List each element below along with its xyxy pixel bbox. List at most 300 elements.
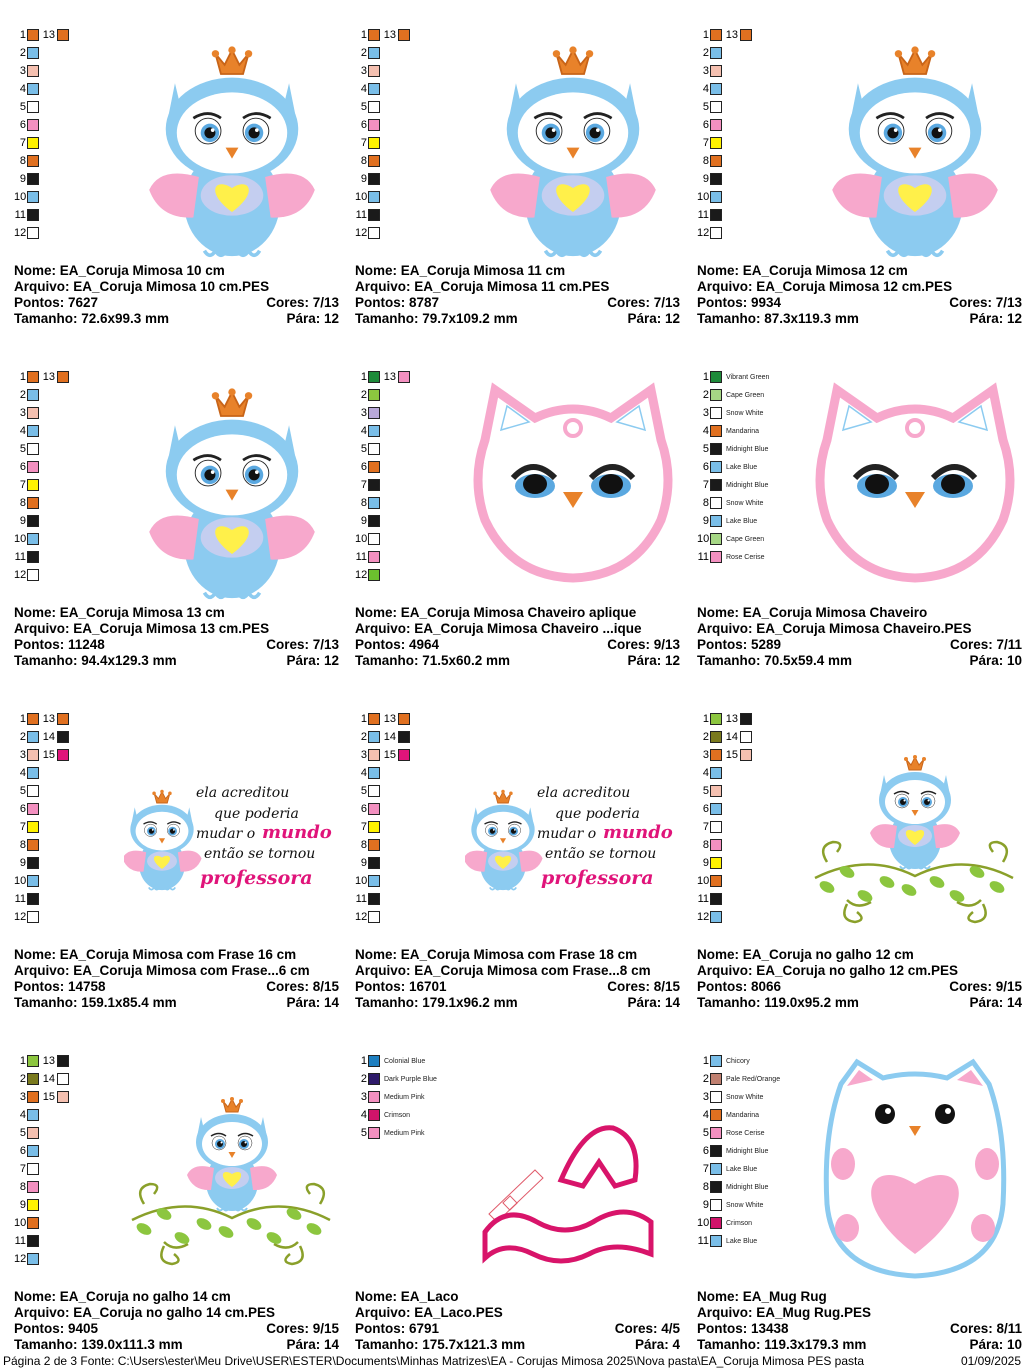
design-colors: Cores: 9/15 <box>949 979 1022 994</box>
color-swatch <box>368 1091 380 1103</box>
phrase-line-5: professora <box>200 867 313 889</box>
legend-number: 6 <box>702 1145 709 1157</box>
design-card <box>697 1054 1024 1370</box>
color-swatch <box>27 83 39 95</box>
legend-number: 4 <box>702 83 709 95</box>
legend-row <box>355 910 380 924</box>
legend-number: 3 <box>19 749 26 761</box>
legend-row <box>697 748 752 762</box>
color-swatch <box>710 1091 722 1103</box>
legend-number: 5 <box>360 101 367 113</box>
legend-row <box>355 460 380 474</box>
thread-color-name: Medium Pink <box>384 1129 425 1137</box>
legend-number: 10 <box>14 533 27 545</box>
design-file: Arquivo: EA_Coruja Mimosa Chaveiro.PES <box>697 621 972 636</box>
design-file: Arquivo: EA_Coruja Mimosa Chaveiro ...ique <box>355 621 642 636</box>
color-swatch <box>710 173 722 185</box>
color-swatch <box>27 785 39 797</box>
legend-row <box>14 388 39 402</box>
color-swatch <box>710 227 722 239</box>
design-name: Nome: EA_Coruja no galho 12 cm <box>697 947 914 962</box>
color-swatch-secondary <box>57 731 69 743</box>
legend-number: 9 <box>19 515 26 527</box>
legend-number: 1 <box>360 1055 367 1067</box>
design-card <box>355 712 685 1042</box>
legend-row <box>355 730 410 744</box>
legend-number: 12 <box>355 911 368 923</box>
legend-row <box>355 1108 410 1122</box>
legend-number-secondary: 13 <box>725 713 738 725</box>
legend-number: 2 <box>360 47 367 59</box>
legend-row <box>697 100 722 114</box>
legend-row <box>14 100 39 114</box>
legend-number: 6 <box>702 803 709 815</box>
color-swatch <box>27 1073 39 1085</box>
legend-number: 12 <box>355 569 368 581</box>
embroidery-preview <box>465 28 680 263</box>
design-points: Pontos: 13438 <box>697 1321 789 1336</box>
color-swatch <box>27 119 39 131</box>
design-card <box>697 712 1024 1042</box>
design-size: Tamanho: 94.4x129.3 mm <box>14 653 177 668</box>
legend-row <box>697 172 722 186</box>
design-info <box>14 1289 339 1353</box>
color-swatch <box>710 803 722 815</box>
thread-color-name: Lake Blue <box>726 1165 758 1173</box>
color-swatch <box>368 65 380 77</box>
thread-color-name: Midnight Blue <box>726 1183 769 1191</box>
design-name: Nome: EA_Coruja Mimosa Chaveiro aplique <box>355 605 637 620</box>
legend-number: 3 <box>19 407 26 419</box>
legend-row <box>355 532 380 546</box>
legend-row <box>355 766 380 780</box>
color-swatch <box>710 911 722 923</box>
design-points: Pontos: 9405 <box>14 1321 99 1336</box>
embroidery-preview <box>124 712 339 947</box>
legend-row <box>697 190 722 204</box>
legend-number: 4 <box>19 1109 26 1121</box>
legend-row <box>14 460 39 474</box>
design-name: Nome: EA_Coruja Mimosa Chaveiro <box>697 605 928 620</box>
color-swatch-secondary <box>740 713 752 725</box>
legend-row <box>697 802 722 816</box>
legend-number: 5 <box>360 443 367 455</box>
legend-row <box>355 1126 424 1140</box>
legend-number: 9 <box>19 1199 26 1211</box>
design-info <box>14 263 339 327</box>
color-swatch <box>27 1163 39 1175</box>
phrase-line-1: ela acreditou <box>196 785 290 801</box>
legend-number: 11 <box>14 551 26 563</box>
phrase-line-4: então se tornou <box>204 846 316 862</box>
legend-number: 7 <box>19 137 26 149</box>
legend-number: 3 <box>360 407 367 419</box>
legend-row <box>14 856 39 870</box>
color-swatch <box>27 191 39 203</box>
thread-color-name: Snow White <box>726 1201 764 1209</box>
legend-row <box>697 1126 765 1140</box>
legend-row <box>697 910 722 924</box>
owl-face-keychain <box>478 390 668 578</box>
legend-row <box>697 1090 763 1104</box>
color-swatch <box>368 389 380 401</box>
color-swatch-secondary <box>57 371 69 383</box>
color-swatch <box>27 1181 39 1193</box>
color-swatch <box>368 803 380 815</box>
legend-number: 7 <box>702 821 709 833</box>
legend-number: 4 <box>360 1109 367 1121</box>
thread-color-name: Mandarina <box>726 427 760 435</box>
legend-number: 1 <box>19 713 26 725</box>
design-points: Pontos: 8066 <box>697 979 782 994</box>
legend-number: 11 <box>14 893 26 905</box>
legend-number-secondary: 15 <box>42 1091 55 1103</box>
design-stops: Pára: 14 <box>969 995 1022 1010</box>
design-stops: Pára: 12 <box>286 653 339 668</box>
legend-row <box>355 820 380 834</box>
legend-number: 5 <box>19 101 26 113</box>
color-swatch <box>27 47 39 59</box>
thread-color-name: Rose Cerise <box>726 553 765 561</box>
color-swatch <box>27 1235 39 1247</box>
legend-number: 4 <box>19 425 26 437</box>
legend-number: 10 <box>697 875 710 887</box>
design-colors: Cores: 7/13 <box>949 295 1022 310</box>
legend-row <box>697 64 722 78</box>
design-file: Arquivo: EA_Coruja Mimosa 11 cm.PES <box>355 279 610 294</box>
design-card <box>355 28 685 358</box>
design-info <box>355 1289 680 1353</box>
thread-color-name: Dark Purple Blue <box>384 1075 437 1083</box>
legend-number: 6 <box>19 119 26 131</box>
legend-number-secondary: 13 <box>42 713 55 725</box>
color-swatch <box>27 1253 39 1265</box>
color-swatch <box>27 461 39 473</box>
design-points: Pontos: 7627 <box>14 295 99 310</box>
legend-number: 10 <box>697 191 710 203</box>
legend-row <box>14 1090 69 1104</box>
legend-row <box>697 478 768 492</box>
color-swatch-secondary <box>398 713 410 725</box>
color-swatch <box>27 767 39 779</box>
legend-number: 9 <box>702 173 709 185</box>
color-swatch <box>710 749 722 761</box>
thread-color-name: Midnight Blue <box>726 481 769 489</box>
legend-number: 7 <box>702 479 709 491</box>
embroidery-preview <box>807 712 1022 947</box>
design-size: Tamanho: 70.5x59.4 mm <box>697 653 853 668</box>
legend-row <box>355 154 380 168</box>
color-swatch <box>368 209 380 221</box>
design-size: Tamanho: 179.1x96.2 mm <box>355 995 518 1010</box>
color-swatch <box>27 857 39 869</box>
legend-number: 10 <box>697 1217 710 1229</box>
legend-row <box>355 28 410 42</box>
color-swatch-secondary <box>398 29 410 41</box>
design-file: Arquivo: EA_Laco.PES <box>355 1305 503 1320</box>
legend-number: 7 <box>19 479 26 491</box>
legend-number: 5 <box>702 785 709 797</box>
design-name: Nome: EA_Coruja Mimosa com Frase 18 cm <box>355 947 638 962</box>
legend-number: 8 <box>360 497 367 509</box>
design-info <box>697 1289 1022 1353</box>
color-swatch <box>710 119 722 131</box>
color-swatch <box>710 1073 722 1085</box>
legend-number: 11 <box>697 551 709 563</box>
color-swatch <box>27 731 39 743</box>
thread-color-name: Mandarina <box>726 1111 760 1119</box>
legend-row <box>14 208 39 222</box>
thread-color-name: Snow White <box>726 409 764 417</box>
legend-row <box>355 406 380 420</box>
design-points: Pontos: 11248 <box>14 637 105 652</box>
color-swatch <box>710 371 722 383</box>
owl-figure <box>149 388 315 598</box>
thread-color-name: Cape Green <box>726 535 765 543</box>
design-name: Nome: EA_Coruja Mimosa 10 cm <box>14 263 225 278</box>
footer-source-text: Página 2 de 3 Fonte: C:\Users\ester\Meu Drive\USER\ESTER\Documents\Minhas Matrizes\EA - Corujas Mimosa 2025\Nova pasta\EA_Coruja Mimosa PES pasta <box>3 1354 865 1368</box>
color-swatch <box>27 155 39 167</box>
color-swatch <box>368 1109 380 1121</box>
embroidery-preview <box>807 28 1022 263</box>
design-stops: Pára: 14 <box>286 1337 339 1352</box>
legend-number: 2 <box>19 1073 26 1085</box>
color-swatch <box>27 65 39 77</box>
color-swatch-secondary <box>398 749 410 761</box>
color-swatch <box>27 839 39 851</box>
legend-row <box>355 1054 425 1068</box>
legend-row <box>697 874 722 888</box>
color-swatch <box>368 569 380 581</box>
legend-number: 5 <box>19 443 26 455</box>
legend-number: 4 <box>702 1109 709 1121</box>
design-card <box>14 28 344 358</box>
legend-number: 11 <box>14 1235 26 1247</box>
color-swatch <box>368 785 380 797</box>
legend-number: 6 <box>702 461 709 473</box>
color-swatch <box>27 479 39 491</box>
color-swatch <box>368 497 380 509</box>
embroidery-preview <box>124 28 339 263</box>
legend-number: 8 <box>19 497 26 509</box>
design-file: Arquivo: EA_Coruja Mimosa 12 cm.PES <box>697 279 953 294</box>
legend-number: 3 <box>702 407 709 419</box>
legend-row <box>697 892 722 906</box>
design-info <box>697 605 1022 669</box>
color-swatch <box>368 713 380 725</box>
design-name: Nome: EA_Coruja Mimosa 13 cm <box>14 605 225 620</box>
owl-figure <box>149 46 315 256</box>
color-swatch <box>710 1181 722 1193</box>
legend-number: 1 <box>702 1055 709 1067</box>
color-swatch <box>710 785 722 797</box>
legend-number: 2 <box>702 731 709 743</box>
legend-row <box>14 820 39 834</box>
legend-row <box>355 370 410 384</box>
thread-color-name: Colonial Blue <box>384 1057 426 1065</box>
legend-row <box>697 82 722 96</box>
thread-color-name: Medium Pink <box>384 1093 425 1101</box>
color-swatch <box>368 461 380 473</box>
design-card <box>697 28 1024 358</box>
legend-number: 7 <box>360 821 367 833</box>
color-swatch <box>368 443 380 455</box>
legend-number: 7 <box>702 1163 709 1175</box>
legend-number: 9 <box>19 173 26 185</box>
thread-color-name: Midnight Blue <box>726 445 769 453</box>
color-swatch <box>27 533 39 545</box>
legend-row <box>355 784 380 798</box>
legend-row <box>355 208 380 222</box>
color-swatch <box>710 533 722 545</box>
legend-number: 4 <box>702 767 709 779</box>
color-swatch <box>27 515 39 527</box>
legend-number: 10 <box>355 191 368 203</box>
legend-number: 8 <box>19 839 26 851</box>
legend-number-secondary: 13 <box>383 371 396 383</box>
legend-number: 10 <box>14 875 27 887</box>
design-colors: Cores: 8/15 <box>607 979 680 994</box>
design-points: Pontos: 4964 <box>355 637 440 652</box>
legend-row <box>14 442 39 456</box>
embroidery-preview <box>807 1054 1022 1289</box>
legend-row <box>355 190 380 204</box>
thread-color-name: Midnight Blue <box>726 1147 769 1155</box>
color-swatch-secondary <box>740 29 752 41</box>
legend-row <box>355 172 380 186</box>
color-swatch <box>27 173 39 185</box>
legend-row <box>14 424 39 438</box>
phrase-text <box>537 785 673 889</box>
color-swatch <box>368 1073 380 1085</box>
design-info <box>697 263 1022 327</box>
legend-row <box>355 442 380 456</box>
legend-number: 8 <box>360 839 367 851</box>
legend-number: 9 <box>702 1199 709 1211</box>
legend-row <box>697 1198 763 1212</box>
color-swatch <box>710 209 722 221</box>
legend-row <box>14 748 69 762</box>
legend-number: 7 <box>19 821 26 833</box>
legend-number: 9 <box>702 515 709 527</box>
color-swatch-secondary <box>57 1055 69 1067</box>
legend-number: 2 <box>702 389 709 401</box>
phrase-line-3b: mundo <box>603 822 673 843</box>
legend-number: 3 <box>702 749 709 761</box>
legend-row <box>14 766 39 780</box>
legend-number-secondary: 13 <box>725 29 738 41</box>
legend-row <box>697 550 765 564</box>
legend-row <box>355 892 380 906</box>
legend-number: 1 <box>19 371 26 383</box>
design-file: Arquivo: EA_Coruja Mimosa com Frase...6 cm <box>14 963 310 978</box>
legend-row <box>355 496 380 510</box>
legend-row <box>697 1054 750 1068</box>
legend-number: 1 <box>360 371 367 383</box>
design-name: Nome: EA_Coruja Mimosa 11 cm <box>355 263 566 278</box>
leaves <box>818 864 1007 905</box>
color-swatch-secondary <box>740 749 752 761</box>
design-colors: Cores: 8/11 <box>949 1321 1022 1336</box>
legend-row <box>14 370 69 384</box>
legend-row <box>14 532 39 546</box>
design-size: Tamanho: 87.3x119.3 mm <box>697 311 859 326</box>
legend-number: 5 <box>19 1127 26 1139</box>
color-swatch <box>27 551 39 563</box>
legend-row <box>355 550 380 564</box>
legend-row <box>697 496 763 510</box>
design-colors: Cores: 8/15 <box>266 979 339 994</box>
legend-number: 9 <box>702 857 709 869</box>
legend-row <box>697 442 768 456</box>
legend-number-secondary: 14 <box>725 731 738 743</box>
color-swatch <box>710 443 722 455</box>
design-info <box>355 263 680 327</box>
embroidery-preview <box>124 370 339 605</box>
owl-figure <box>187 1097 277 1211</box>
legend-row <box>14 1072 69 1086</box>
legend-number: 9 <box>360 173 367 185</box>
legend-row <box>697 838 722 852</box>
design-colors: Cores: 7/13 <box>607 295 680 310</box>
bow-applique <box>485 1128 651 1261</box>
color-swatch <box>27 569 39 581</box>
legend-number: 3 <box>19 65 26 77</box>
color-swatch <box>368 155 380 167</box>
legend-row <box>697 712 752 726</box>
legend-row <box>355 136 380 150</box>
legend-row <box>14 730 69 744</box>
legend-number-secondary: 15 <box>42 749 55 761</box>
embroidery-preview <box>465 712 680 947</box>
legend-row <box>14 1054 69 1068</box>
legend-number-secondary: 14 <box>42 1073 55 1085</box>
legend-number: 5 <box>360 785 367 797</box>
design-size: Tamanho: 79.7x109.2 mm <box>355 311 518 326</box>
legend-number: 10 <box>14 1217 27 1229</box>
color-swatch <box>27 893 39 905</box>
color-swatch <box>27 137 39 149</box>
thread-color-name: Chicory <box>726 1057 750 1065</box>
legend-number: 11 <box>697 209 709 221</box>
color-swatch <box>710 1217 722 1229</box>
design-colors: Cores: 7/11 <box>949 637 1022 652</box>
color-swatch <box>368 29 380 41</box>
color-swatch <box>368 407 380 419</box>
design-name: Nome: EA_Mug Rug <box>697 1289 827 1304</box>
color-swatch <box>27 875 39 887</box>
legend-row <box>14 1108 39 1122</box>
color-swatch <box>27 713 39 725</box>
phrase-line-3a: mudar o <box>196 826 256 842</box>
design-stops: Pára: 4 <box>634 1337 680 1352</box>
legend-number: 4 <box>360 83 367 95</box>
legend-number: 11 <box>14 209 26 221</box>
color-swatch <box>368 515 380 527</box>
design-card <box>14 712 344 1042</box>
legend-row <box>355 568 380 582</box>
legend-number: 7 <box>702 137 709 149</box>
color-swatch <box>710 191 722 203</box>
legend-number: 9 <box>360 857 367 869</box>
legend-row <box>697 28 752 42</box>
color-swatch <box>710 893 722 905</box>
color-swatch <box>710 389 722 401</box>
legend-row <box>14 568 39 582</box>
color-swatch-secondary <box>57 29 69 41</box>
design-size: Tamanho: 71.5x60.2 mm <box>355 653 511 668</box>
color-swatch <box>27 425 39 437</box>
